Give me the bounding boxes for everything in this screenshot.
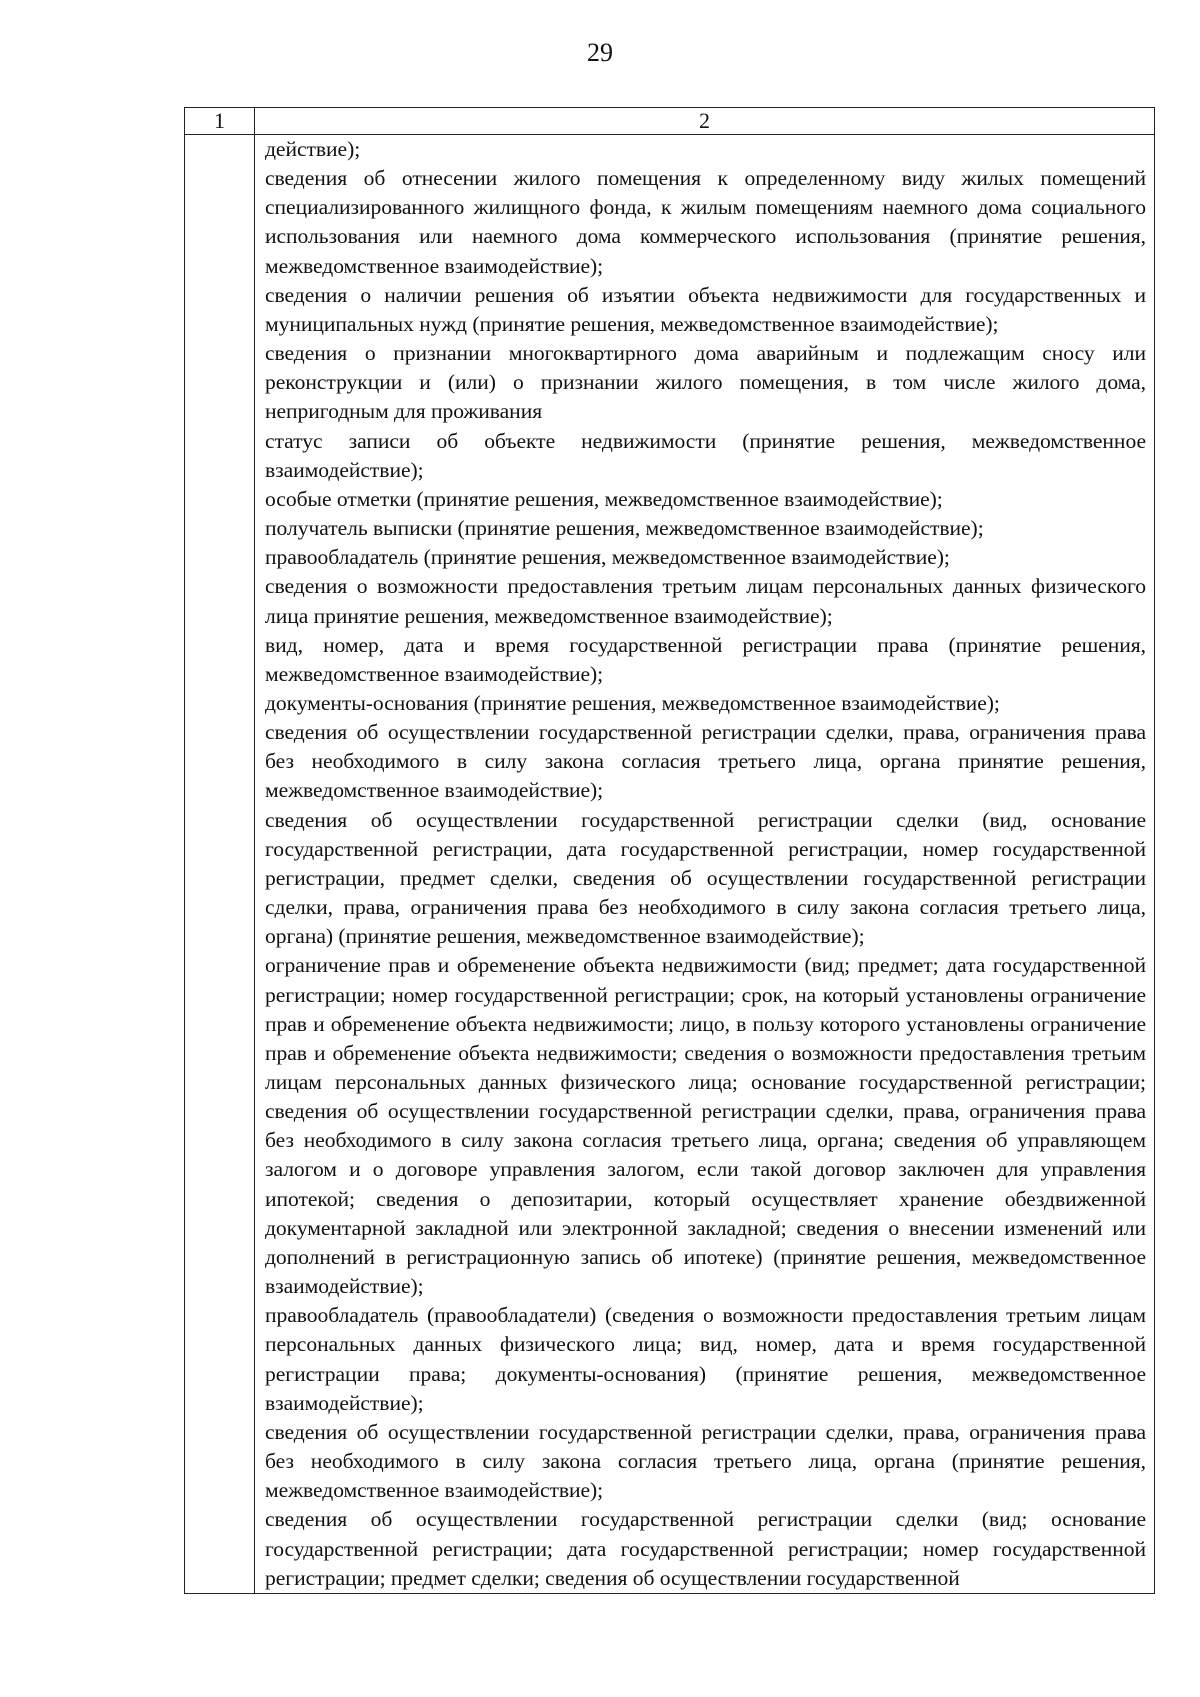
list-item: сведения об осуществлении государственной регистрации сделки, права, ограничения права без необходимого в силу закона согласия третьего лица, органа принятие решения, межведомственное взаимодействие); [265,720,1146,803]
list-item: документы-основания (принятие решения, межведомственное взаимодействие); [265,690,1000,715]
table-cell-column-2 [255,135,1155,1594]
list-item: сведения о наличии решения об изъятии объекта недвижимости для государственных и муниципальных нужд (принятие решения, межведомственное взаимодействие); [265,282,1146,336]
list-item: действие); [265,137,361,161]
list-item: сведения об осуществлении государственной регистрации сделки, права, ограничения права без необходимого в силу закона согласия третьего лица, органа (принятие решения, межведомственное взаимодействие); [265,1419,1146,1503]
list-item: сведения об осуществлении государственной регистрации сделки (вид, основание государственной регистрации, дата государственной регистрации, номер государственной регистрации, предмет сделки, сведения об осуществлении государственной регистрации сделки, права, ограничения права без необходимого в силу закона согласия третьего лица, органа) (принятие решения, межведомственное взаимодействие); [265,807,1146,949]
list-item: вид, номер, дата и время государственной регистрации права (принятие решения, межведомственное взаимодействие); [265,632,1146,686]
list-item: особые отметки (принятие решения, межведомственное взаимодействие); [265,486,943,511]
list-item: статус записи об объекте недвижимости (принятие решения, межведомственное взаимодействие); [265,428,1146,482]
list-item: сведения о возможности предоставления третьим лицам персональных данных физического лица принятие решения, межведомственное взаимодействие); [265,574,1146,628]
list-item: сведения об осуществлении государственной регистрации сделки (вид; основание государственной регистрации; дата государственной регистрации; номер государственной регистрации; предмет сделки; сведения об осуществлении государственной [265,1507,1146,1590]
table-cell-column-1 [185,135,255,1594]
page-number: 29 [587,38,613,67]
document-table [184,107,1155,1594]
list-item: правообладатель (принятие решения, межведомственное взаимодействие); [265,545,950,570]
list-item: ограничение прав и обременение объекта недвижимости (вид; предмет; дата государственной регистрации; номер государственной регистрации; срок, на который установлены ограничение прав и обременение объекта недвижимости; лицо, в пользу которого установлены ограничение прав и обременение объекта недвижимости; сведения о возможности предоставления третьим лицам персональных данных физического лица; основание государственной регистрации; сведения об осуществлении государственной регистрации сделки, права, ограничения права без необходимого в силу закона согласия третьего лица, органа; сведения об управляющем залогом и о договоре управления залогом, если такой договор заключен для управления ипотекой; сведения о депозитарии, который осуществляет хранение обездвиженной документарной закладной или электронной закладной; сведения о внесении изменений или дополнений в регистрационную запись об ипотеке) (принятие решения, межведомственное взаимодействие); [265,953,1146,1299]
list-item: правообладатель (правообладатели) (сведения о возможности предоставления третьим лицам персональных данных физического лица; вид, номер, дата и время государственной регистрации права; документы-основания) (принятие решения, межведомственное взаимодействие); [265,1303,1146,1415]
column-header-2: 2 [255,108,1155,135]
column-header-1: 1 [185,108,255,135]
list-item: сведения о признании многоквартирного дома аварийным и подлежащим сносу или реконструкции и (или) о признании жилого помещения, в том числе жилого дома, непригодным для проживания [265,341,1146,424]
list-item: сведения об отнесении жилого помещения к определенному виду жилых помещений специализированного жилищного фонда, к жилым помещениям наемного дома социального использования или наемного дома коммерческого использования (принятие решения, межведомственное взаимодействие); [265,166,1146,278]
table-row [185,135,1155,1594]
list-item: получатель выписки (принятие решения, межведомственное взаимодействие); [265,516,984,541]
table-header-row [185,108,1155,135]
